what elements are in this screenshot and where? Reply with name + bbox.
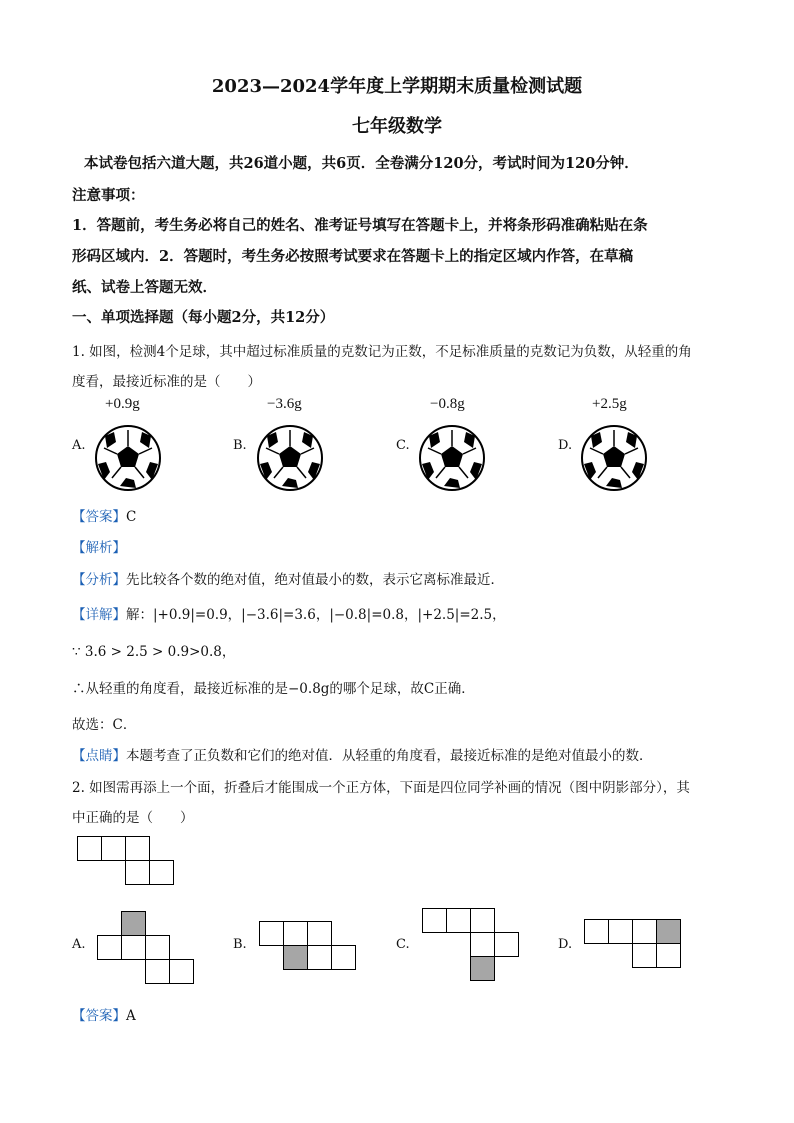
soccer-ball-icon — [418, 424, 486, 492]
q2-option-d-net — [584, 919, 684, 971]
exam-subtitle: 七年级数学 — [352, 116, 442, 137]
soccer-ball-icon — [94, 424, 162, 492]
q2-option-b-label: B. — [233, 937, 247, 952]
fenxi-tag: 【分析】 — [72, 572, 126, 588]
soccer-ball-icon — [580, 424, 648, 492]
q1-stem-line-2: 度看，最接近标准的是（ ） — [72, 374, 261, 390]
q1-because: ∵ 3.6 > 2.5 > 0.9>0.8， — [72, 644, 236, 660]
q2-option-c-label: C. — [396, 937, 410, 952]
q1-detail-line — [72, 603, 506, 623]
q2-answer: A — [126, 1008, 136, 1024]
soccer-ball-icon — [256, 424, 324, 492]
q1-option-d-label: D. — [558, 438, 573, 453]
q1-comment: 本题考查了正负数和它们的绝对值．从轻重的角度看，最接近标准的是绝对值最小的数． — [126, 748, 653, 764]
q2-option-a-net — [97, 911, 197, 987]
base-net-figure — [77, 836, 177, 886]
q1-fenxi-line — [72, 568, 504, 588]
intro-text: 本试卷包括六道大题，共26道小题，共6页．全卷满分120分，考试时间为120分钟． — [84, 155, 639, 172]
q1-answer: C — [126, 509, 137, 525]
answer-tag: 【答案】 — [72, 1008, 126, 1024]
q1-option-c-label: C. — [396, 438, 410, 453]
q1-choose: 故选：C． — [72, 717, 137, 733]
q1-option-a-label: A. — [72, 438, 86, 453]
answer-tag: 【答案】 — [72, 509, 126, 525]
q1-analysis-tag — [72, 536, 126, 556]
notes-heading: 注意事项： — [72, 187, 145, 204]
section-heading: 一、单项选择题（每小题2分，共12分） — [72, 309, 335, 326]
q1-detail: 解：|+0.9|=0.9，|−3.6|=3.6，|−0.8|=0.8，|+2.5|=2.5， — [126, 607, 506, 623]
q2-stem-line-2: 中正确的是（ ） — [72, 810, 194, 826]
comment-tag: 【点睛】 — [72, 748, 126, 764]
q2-answer-line — [72, 1004, 136, 1024]
analysis-tag: 【解析】 — [72, 540, 126, 556]
q2-option-a-label: A. — [72, 937, 86, 952]
q1-therefore: ∴从轻重的角度看，最接近标准的是−0.8g的哪个足球，故C正确． — [72, 681, 475, 697]
q1-mass-b: −3.6g — [267, 396, 302, 412]
q2-option-b-net — [259, 921, 359, 973]
notes-line-3: 纸、试卷上答题无效． — [72, 279, 217, 296]
q1-mass-d: +2.5g — [592, 396, 627, 412]
q1-option-b-label: B. — [233, 438, 247, 453]
q1-comment-line — [72, 744, 653, 764]
detail-tag: 【详解】 — [72, 607, 126, 623]
q2-option-c-net — [422, 908, 522, 984]
notes-line-2: 形码区域内．2．答题时，考生务必按照考试要求在答题卡上的指定区域内作答，在草稿 — [72, 248, 634, 265]
exam-title: 2023—2024学年度上学期期末质量检测试题 — [211, 76, 583, 97]
q1-stem-line-1: 1. 如图，检测4个足球，其中超过标准质量的克数记为正数，不足标准质量的克数记为负数，从轻重的角 — [72, 344, 692, 360]
q1-answer-line — [72, 505, 136, 525]
q1-fenxi: 先比较各个数的绝对值，绝对值最小的数，表示它离标准最近． — [126, 572, 504, 588]
q1-mass-a: +0.9g — [105, 396, 140, 412]
notes-line-1: 1．答题前，考生务必将自己的姓名、准考证号填写在答题卡上，并将条形码准确粘贴在条 — [72, 217, 648, 234]
q2-stem-line-1: 2. 如图需再添上一个面，折叠后才能围成一个正方体，下面是四位同学补画的情况（图中阴影部分），其 — [72, 780, 690, 796]
q1-mass-c: −0.8g — [430, 396, 465, 412]
q2-option-d-label: D. — [558, 937, 573, 952]
